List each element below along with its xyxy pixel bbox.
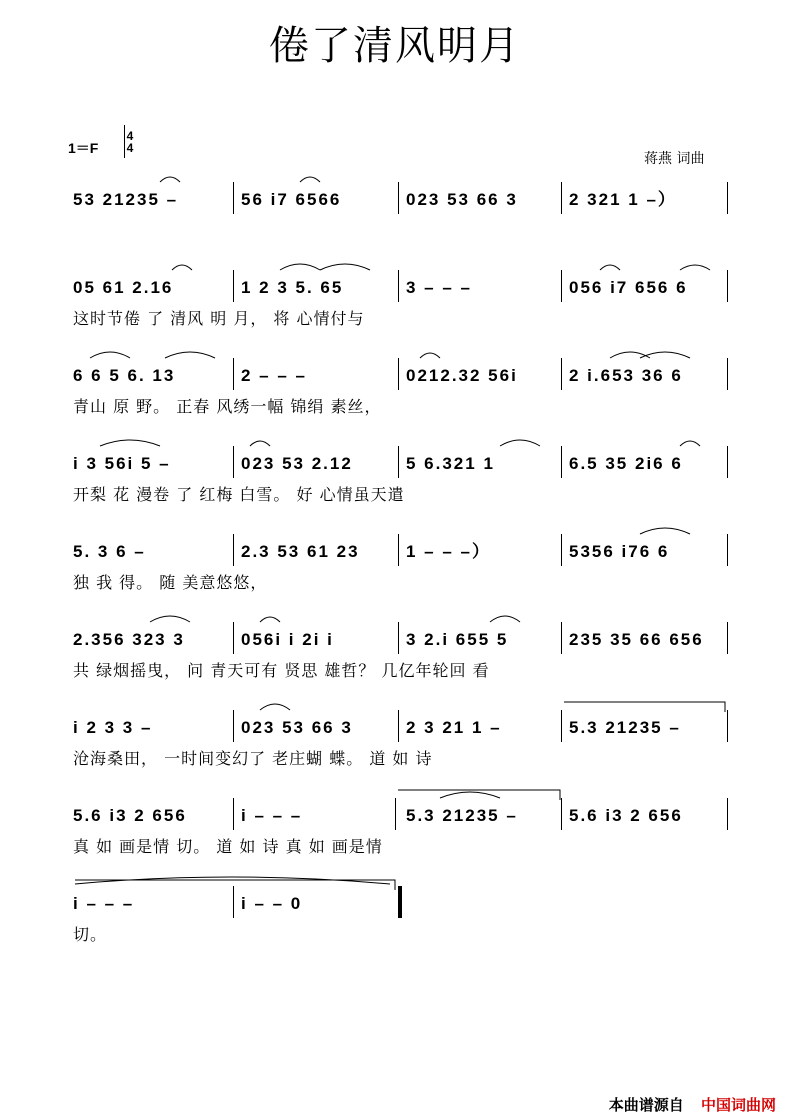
measure: 2 3 21 1 – [406,718,502,737]
measure: 2.356 323 3 [73,630,185,649]
lyric-line: 切。 [73,925,108,944]
song-title: 倦了清风明月 [269,23,521,69]
lyric-line: 独 我 得。 随 美意悠悠， [73,573,268,592]
lyric-line: 共 绿烟摇曳， 问 青天可有 贤思 雄哲？ 几亿年轮回 看 [73,661,490,680]
measure: 5.3 21235 – [406,806,518,825]
measure: 6 6 5 6. 13 [73,366,176,385]
measure: 1 2 3 5. 65 [241,278,344,297]
measure: 56 i7 6566 [241,190,342,209]
measure: 235 35 66 656 [569,630,704,649]
measure: 2 i.653 36 6 [569,366,683,385]
measure: i – – – [73,894,135,913]
measure: 3 – – – [406,278,472,297]
measure: 5. 3 6 – [73,542,146,561]
measure: 023 53 2.12 [241,454,353,473]
measure: 5.3 21235 – [569,718,681,737]
time-signature-top: 4 [126,129,134,143]
measure: 2.3 53 61 23 [241,542,360,561]
measure: 1 – – –） [406,542,491,561]
lyric-line: 这时节倦 了 清风 明 月， 将 心情付与 [73,309,365,328]
measure: 53 21235 – [73,190,179,209]
measure: 0212.32 56i [406,366,518,385]
measure: i – – 0 [241,894,303,913]
measure: 2 321 1 –） [569,190,677,209]
measure: 2 – – – [241,366,307,385]
lyric-line: 真 如 画是情 切。 道 如 诗 真 如 画是情 [73,837,383,856]
lyric-line: 开梨 花 漫卷 了 红梅 白雪。 好 心情虽天遣 [73,485,405,504]
lyric-line: 沧海桑田， 一时间变幻了 老庄蝴 蝶。 道 如 诗 [73,749,433,768]
measure: i 3 56i 5 – [73,454,171,473]
measure: 5 6.321 1 [406,454,495,473]
footer-source-label: 本曲谱源自 [608,1096,684,1114]
time-signature-bottom: 4 [126,141,134,155]
measure: 05 61 2.16 [73,278,174,297]
measure: 023 53 66 3 [406,190,518,209]
key-signature: 1＝F [68,140,99,156]
measure: i – – – [241,806,303,825]
measure: 6.5 35 2i6 6 [569,454,683,473]
measure: 5356 i76 6 [569,542,670,561]
measure: 056i i 2i i [241,630,334,649]
measure: 5.6 i3 2 656 [569,806,683,825]
measure: 023 53 66 3 [241,718,353,737]
measure: i 2 3 3 – [73,718,153,737]
measure: 3 2.i 655 5 [406,630,509,649]
measure: 5.6 i3 2 656 [73,806,187,825]
lyric-line: 青山 原 野。 正春 风绣一幅 锦绢 素丝， [73,397,382,416]
footer-brand-link[interactable]: 中国词曲网 [700,1096,776,1114]
measure: 056 i7 656 6 [569,278,688,297]
author-credit: 蒋燕 词曲 [644,151,705,167]
source-footer [609,1094,776,1115]
